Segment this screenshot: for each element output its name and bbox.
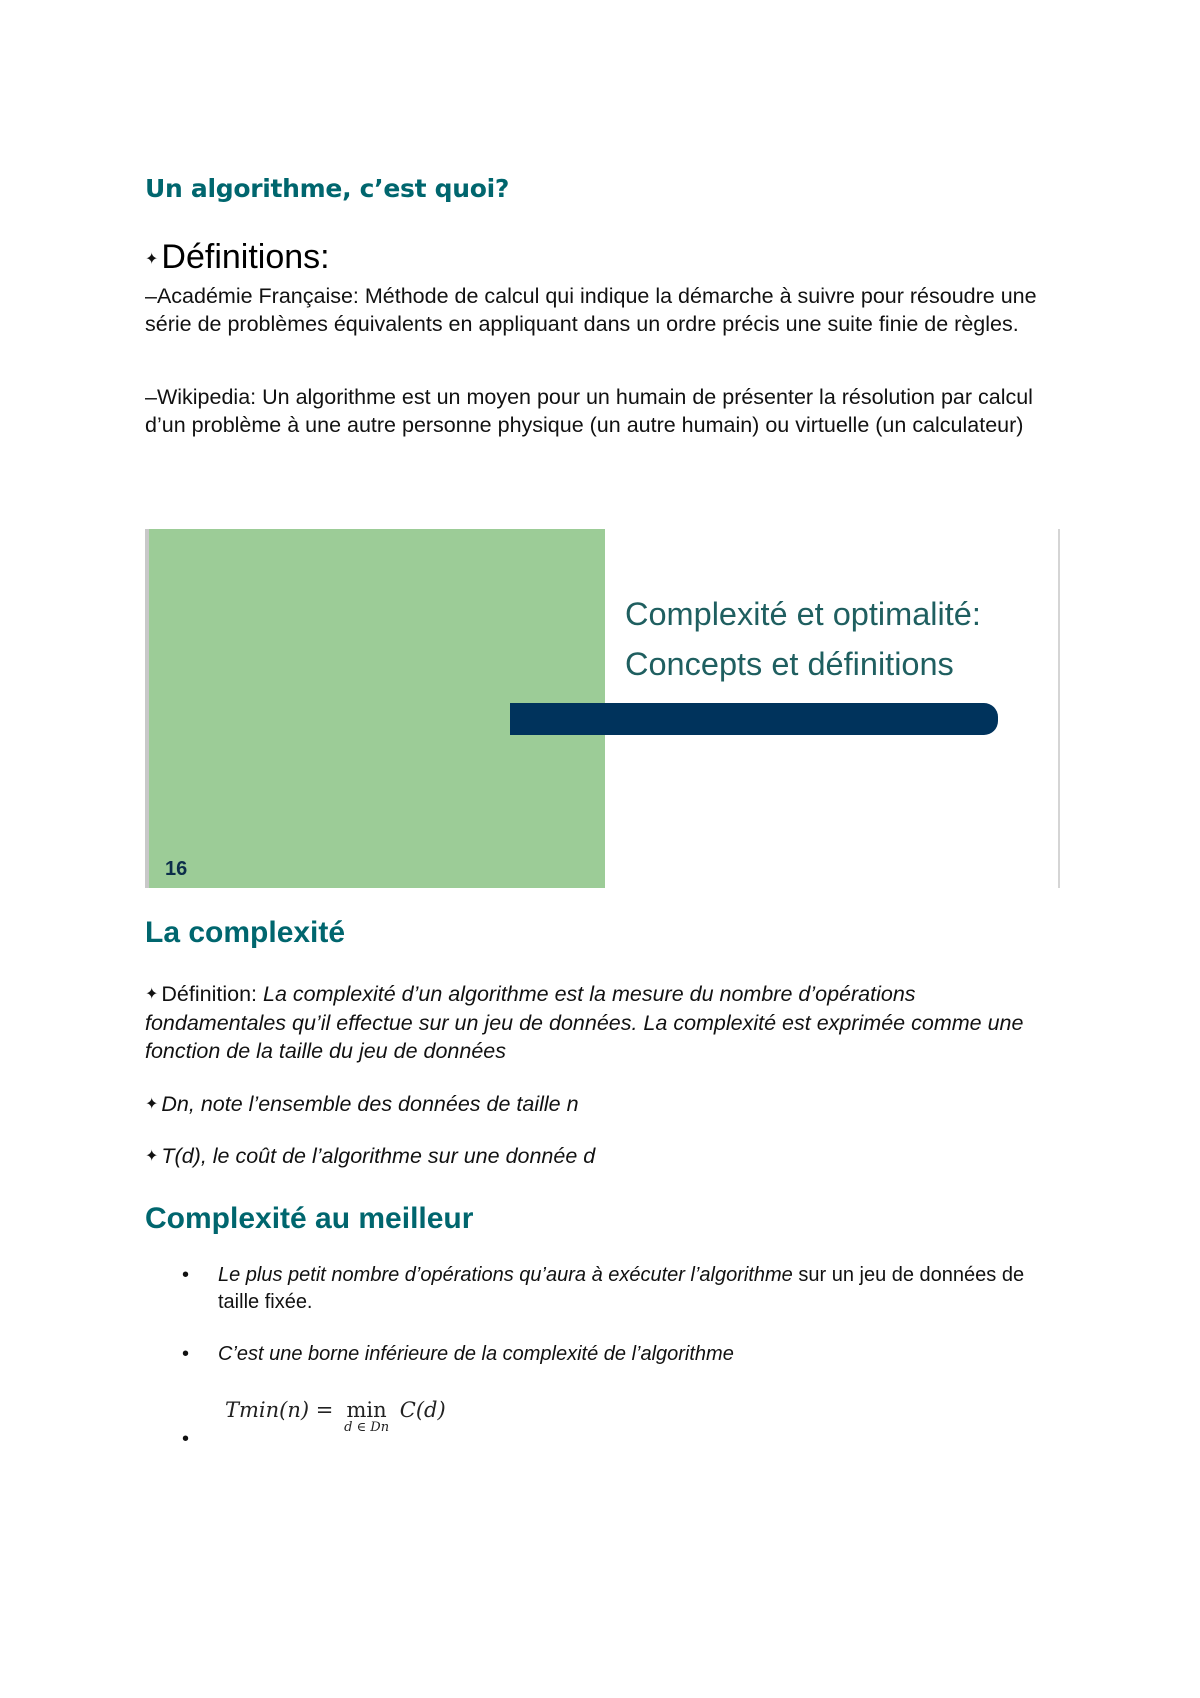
bullet-dot-icon: • — [182, 1264, 190, 1286]
definition-label: Définition: — [161, 982, 263, 1006]
definition-wikipedia: –Wikipedia: Un algorithme est un moyen pour un humain de présenter la résolution par calcul d’un problème à une autre personne physique (un autre humain) ou virtuelle (un calculateur) — [145, 385, 1033, 437]
slide-title-line2: Concepts et définitions — [625, 646, 954, 682]
slide-border — [1058, 529, 1060, 888]
bullet-dot-icon: • — [182, 1428, 190, 1450]
complexite-heading: La complexité — [145, 916, 346, 949]
diamond-bullet-icon: ✦ — [145, 986, 159, 1004]
diamond-bullet-icon: ✦ — [145, 1096, 159, 1114]
bullet-text — [218, 1262, 1038, 1316]
td-line — [145, 1142, 1045, 1171]
diamond-bullet-icon: ✦ — [145, 1148, 159, 1166]
formula-lhs: Tmin(n) — [225, 1398, 310, 1422]
td-text: T(d), le coût de l’algorithme sur une donnée d — [161, 1144, 596, 1168]
formula-equals: = — [315, 1398, 334, 1422]
bullet1-italic: Le plus petit nombre d’opérations qu’aura à exécuter l’algorithme — [218, 1264, 793, 1286]
slide-title — [625, 589, 1045, 689]
bullet1-rest: sur un jeu de données de taille fixée. — [218, 1264, 1025, 1313]
dn-text: Dn, note l’ensemble des données de taille n — [161, 1092, 579, 1116]
formula-rhs: C(d) — [399, 1398, 446, 1422]
definitions-text: Définitions: — [161, 238, 330, 276]
definition-text: La complexité d’un algorithme est la mesure du nombre d’opérations fondamentales qu’il effectue sur un jeu de données. La complexité est exprimée comme une fonction de la taille du jeu de données — [145, 982, 1024, 1064]
slide-accent-bar — [510, 703, 998, 735]
complexite-definition — [145, 980, 1045, 1065]
formula-subscript: d ∈ Dn — [344, 1420, 390, 1435]
formula-operator: min — [346, 1398, 387, 1422]
bullet2-text: C’est une borne inférieure de la complexité de l’algorithme — [218, 1343, 734, 1365]
slide-title-line1: Complexité et optimalité: — [625, 596, 981, 632]
definition-academie: –Académie Française: Méthode de calcul qui indique la démarche à suivre pour résoudre une série de problèmes équivalents en appliquant dans un ordre précis une suite finie de règles. — [145, 284, 1037, 336]
diamond-bullet-icon: ✦ — [145, 251, 159, 269]
slide-thumbnail — [145, 529, 1060, 888]
meilleur-heading: Complexité au meilleur — [145, 1202, 474, 1235]
formula-min — [344, 1398, 389, 1434]
definitions-label — [145, 238, 330, 277]
slide-number: 16 — [165, 858, 188, 880]
intro-heading: Un algorithme, c’est quoi? — [145, 174, 510, 203]
bullet-dot-icon: • — [182, 1343, 190, 1365]
dn-line — [145, 1090, 1045, 1119]
tmin-formula — [225, 1398, 446, 1434]
